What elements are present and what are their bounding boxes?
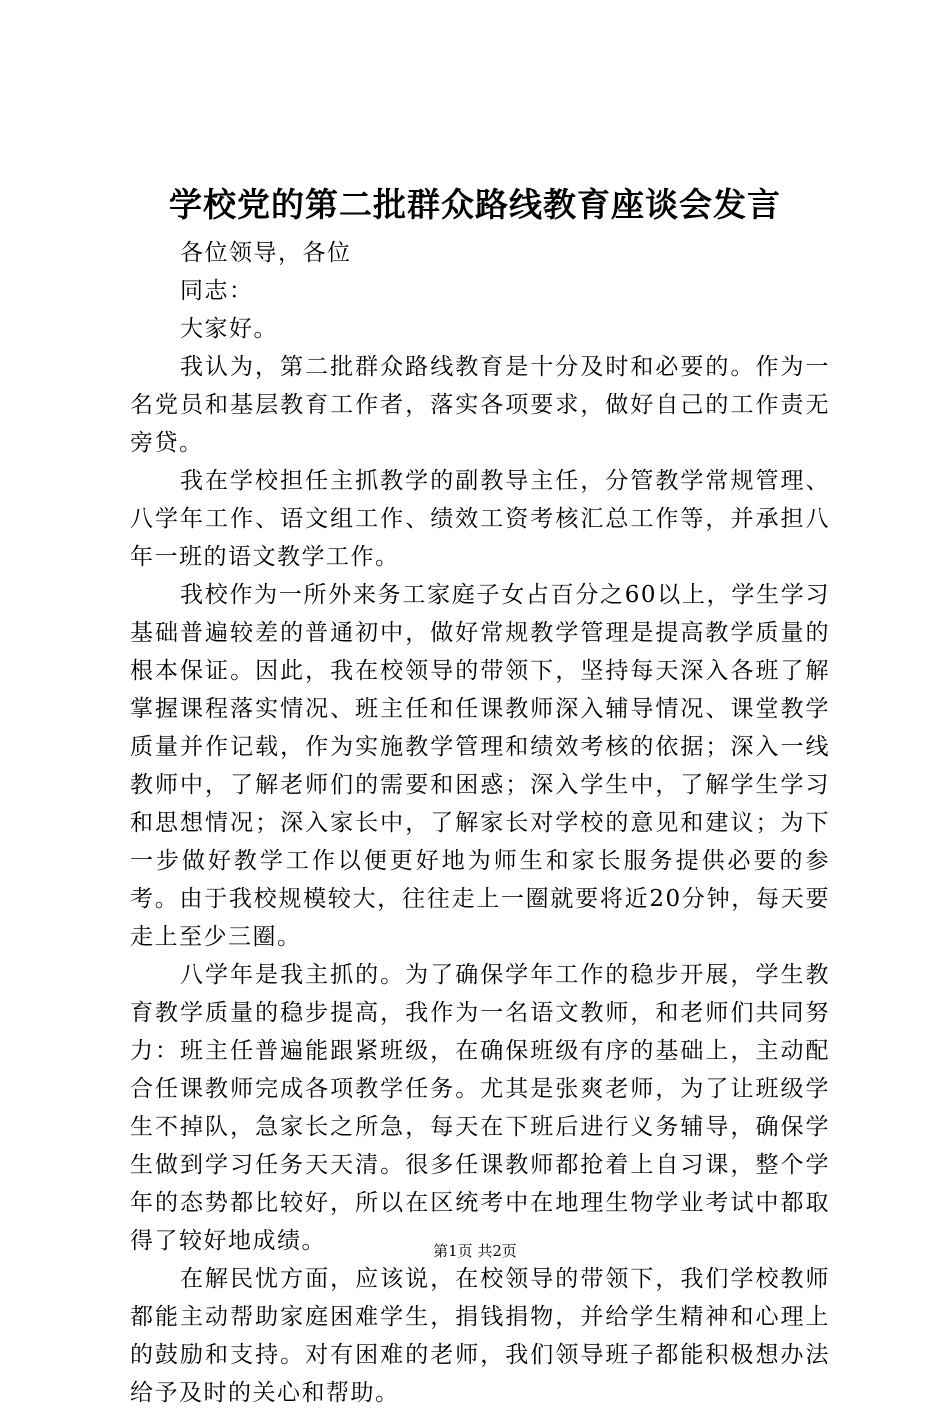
paragraph-4: 八学年是我主抓的。为了确保学年工作的稳步开展，学生教育教学质量的稳步提高，我作为一名语文教师，和老师们共同努力：班主任普遍能跟紧班级，在确保班级有序的基础上，主动配合任课教师完成各项教学任务。尤其是张爽老师，为了让班级学生不掉队，急家长之所急，每天在下班后进行义务辅导，确保学生做到学习任务天天清。很多任课教师都抢着上自习课，整个学年的态势都比较好，所以在区统考中在地理生物学业考试中都取得了较好地成绩。 [130, 962, 830, 1254]
paragraph-3: 我校作为一所外来务工家庭子女占百分之60以上，学生学习基础普遍较差的普通初中，做好常规教学管理是提高教学质量的根本保证。因此，我在校领导的带领下，坚持每天深入各班了解掌握课程落实情况、班主任和任课教师深入辅导情况、课堂教学质量并作记载，作为实施教学管理和绩效考核的依据；深入一线教师中，了解老师们的需要和困惑；深入学生中，了解学生学习和思想情况；深入家长中，了解家长对学校的意见和建议；为下一步做好教学工作以便更好地为师生和家长服务提供必要的参考。由于我校规模较大，往往走上一圈就要将近20分钟，每天要走上至少三圈。 [130, 582, 830, 950]
greeting: 大家好。 [180, 316, 278, 342]
page-number-footer: 第1页 共2页 [433, 1242, 517, 1260]
salutation-line-2: 同志： [180, 278, 254, 304]
salutation-line-1: 各位领导，各位 [180, 240, 352, 266]
paragraph-1: 我认为，第二批群众路线教育是十分及时和必要的。作为一名党员和基层教育工作者，落实各项要求，做好自己的工作责无旁贷。 [130, 354, 830, 456]
paragraph-2: 我在学校担任主抓教学的副教导主任，分管教学常规管理、八学年工作、语文组工作、绩效工资考核汇总工作等，并承担八年一班的语文教学工作。 [130, 468, 830, 570]
paragraph-5: 在解民忧方面，应该说，在校领导的带领下，我们学校教师都能主动帮助家庭困难学生，捐钱捐物，并给学生精神和心理上的鼓励和支持。对有困难的老师，我们领导班子都能积极想办法给予及时的关心和帮助。 [130, 1266, 830, 1406]
document-body [130, 234, 830, 1412]
document-title: 学校党的第二批群众路线教育座谈会发言 [169, 185, 781, 224]
